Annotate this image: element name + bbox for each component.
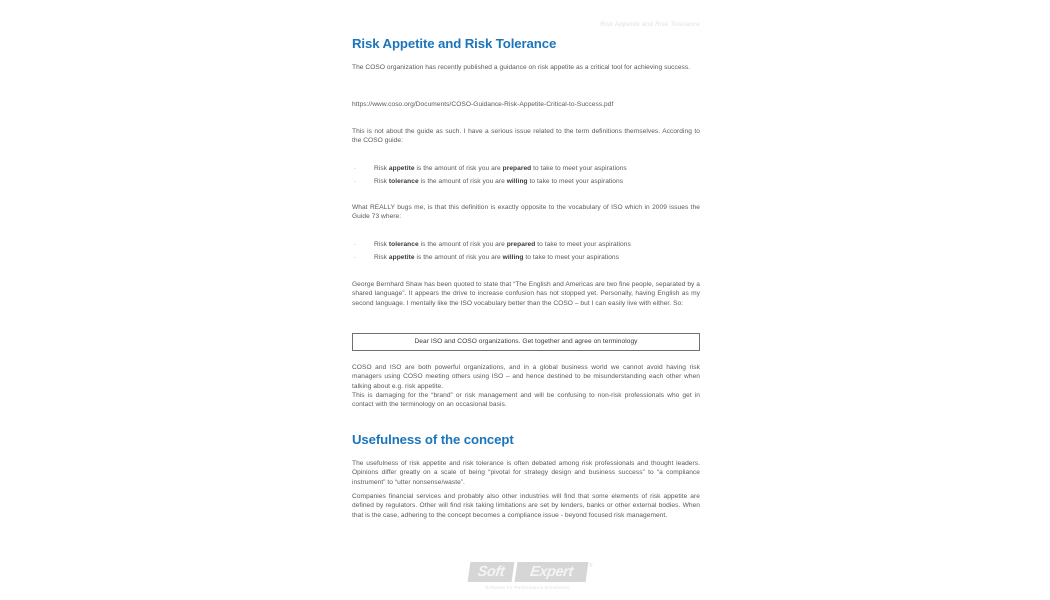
bullet-middle: is the amount of risk you are [418,241,507,248]
paragraph-really-bugs: What REALLY bugs me, is that this definition is exactly opposite to the vocabulary of ISO which in 2009 issues the Guide 73 where: [352,204,700,221]
bullet-prefix: Risk [374,178,389,186]
list-item [352,240,700,249]
softexpert-logo [469,562,593,582]
bullet-icon: · [354,178,357,186]
list-item [352,253,700,262]
bullet-icon: · [354,254,357,262]
bullet-emphasis: willing [502,254,524,262]
bullet-prefix: Risk [374,241,389,248]
bullet-emphasis: prepared [506,241,536,248]
logo-text-expert: Expert [514,562,588,582]
bullet-emphasis: willing [506,178,528,186]
section-1-heading-wrapper [352,36,556,51]
bullet-term: appetite [388,254,415,262]
bullet-suffix: to take to meet your aspirations [527,178,624,186]
paragraph-damaging: This is damaging for the “brand” or risk management and will be confusing to non-risk professionals who get in contact with the terminology on an occasional basis. [352,392,700,409]
page-title: Risk Appetite and Risk Tolerance [352,36,557,51]
bullet-prefix: Risk [374,254,389,262]
bullet-middle: is the amount of risk you are [418,178,507,186]
section-2-heading-wrapper [352,432,514,447]
paragraph-usefulness: The usefulness of risk appetite and risk tolerance is often debated among risk professionals and thought leaders. Opinions differ greatly on a scale of being “pivotal for strategy design and business success” to “a compliance instrument” to “utter nonsense/waste”. [352,460,700,486]
bullet-term: tolerance [388,241,419,248]
bullet-suffix: to take to meet your aspirations [523,254,619,262]
callout-text: Dear ISO and COSO organizations. Get together and agree on terminology [414,338,638,345]
running-header: Risk Appetite and Risk Tolerance [599,21,700,28]
bullet-prefix: Risk [374,165,389,172]
paragraph-coso-iso: COSO and ISO are both powerful organizations, and in a global business world we cannot avoid having risk managers using COSO meeting others using ISO – and hence destined to be misunderstanding each other when talking about e.g. risk appetite. [352,364,700,390]
bullet-suffix: to take to meet your aspirations [535,241,631,248]
bullet-middle: is the amount of risk you are [414,254,503,262]
bullet-term: tolerance [388,178,419,186]
paragraph-intro: The COSO organization has recently published a guidance on risk appetite as a critical tool for achieving success. [352,64,691,71]
bullet-suffix: to take to meet your aspirations [531,165,627,172]
bullet-emphasis: prepared [502,165,532,172]
callout-box [352,333,700,351]
footer-logo [455,560,600,598]
bullet-icon: · [354,241,357,248]
list-item [352,177,700,186]
bullet-middle: is the amount of risk you are [414,165,503,172]
iso-definitions-list [352,240,700,267]
logo-tagline: Software for Performance Excellence [485,585,570,590]
paragraph-companies: Companies financial services and probably also other industries will find that some elements of risk appetite are defined by regulators. Other will find risk taking limitations are set by lenders, banks or other external bodies. When that is the case, adhering to the concept becomes a compliance issue - beyond focused risk management. [352,493,700,519]
coso-definitions-list [352,164,700,191]
registered-trademark-icon: ® [588,563,593,569]
list-item [352,164,700,173]
paragraph-shaw-quote: George Bernhard Shaw has been quoted to state that “The English and Americas are two fine people, separated by a shared language”. It appears the drive to increase confusion has not stopped yet. Personally, having English as my second language. I mentally like the ISO vocabulary better than the COSO – but I can easily live with either. So: [352,281,700,307]
bullet-icon: · [354,165,357,172]
paragraph-issue: This is not about the guide as such. I have a serious issue related to the term definitions themselves. According to the COSO guide: [352,128,700,145]
logo-text-soft: Soft [467,562,514,582]
coso-guidance-link[interactable]: https://www.coso.org/Documents/COSO-Guidance-Risk-Appetite-Critical-to-Success.pdf [352,101,614,108]
bullet-term: appetite [388,165,415,172]
section-heading-usefulness: Usefulness of the concept [352,432,514,447]
